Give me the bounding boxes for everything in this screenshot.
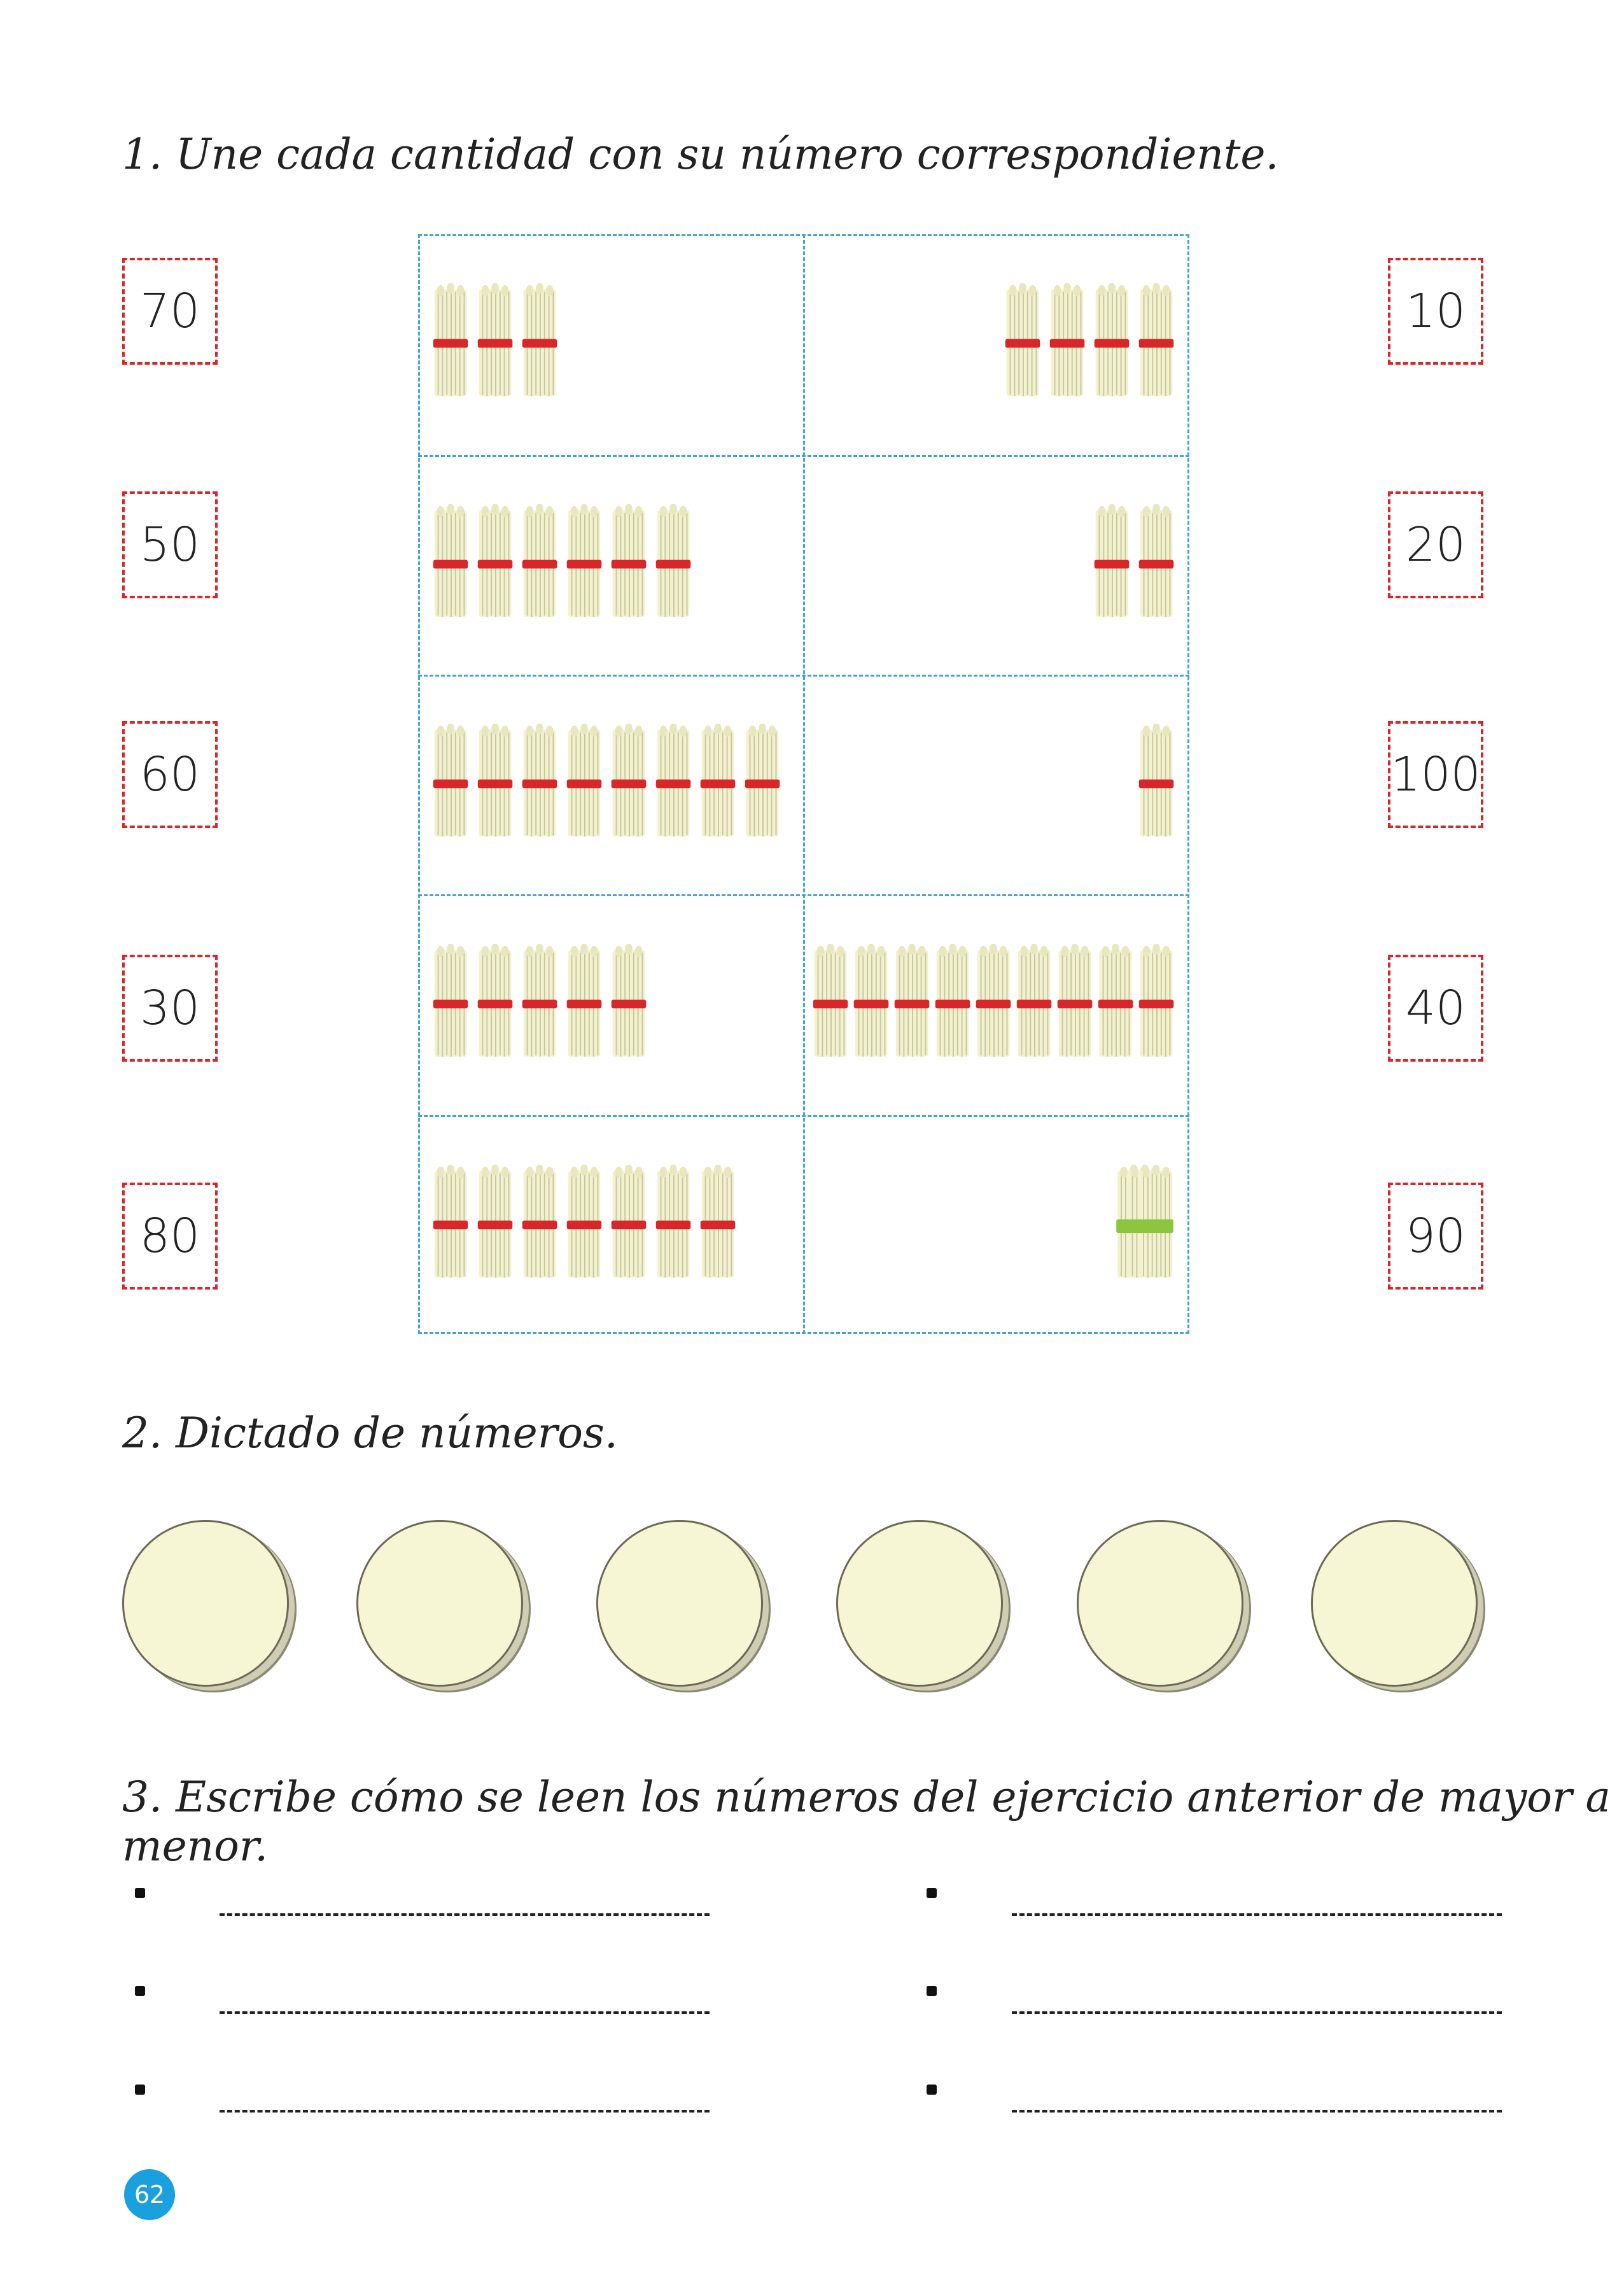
ten-sticks-bundle <box>566 724 602 841</box>
ten-sticks-bundle <box>522 724 557 841</box>
ten-sticks-bundle <box>1049 283 1085 401</box>
answer-line-3[interactable] <box>220 2011 710 2014</box>
ten-sticks-bundle <box>611 1165 647 1283</box>
ten-sticks-bundle <box>1138 944 1174 1062</box>
bullet-icon <box>135 1888 145 1898</box>
ten-sticks-bundle <box>477 724 513 841</box>
number-box-right-4[interactable]: 40 <box>1388 955 1483 1062</box>
number-box-right-3[interactable]: 100 <box>1388 721 1483 828</box>
ten-sticks-bundle <box>1094 283 1130 401</box>
number-box-right-5[interactable]: 90 <box>1388 1183 1483 1290</box>
number-box-left-4[interactable]: 30 <box>122 955 218 1062</box>
number-box-left-3[interactable]: 60 <box>122 721 218 828</box>
ten-sticks-bundle <box>611 504 647 622</box>
dictation-circle-5[interactable] <box>1077 1520 1243 1687</box>
ten-sticks-bundle <box>1057 944 1093 1062</box>
ten-sticks-bundle <box>935 944 970 1062</box>
ten-sticks-bundle <box>700 724 736 841</box>
ten-sticks-bundle <box>433 1165 468 1283</box>
number-box-right-2[interactable]: 20 <box>1388 491 1483 598</box>
ten-sticks-bundle <box>611 944 647 1062</box>
ten-sticks-bundle <box>566 944 602 1062</box>
ten-sticks-bundle <box>1016 944 1052 1062</box>
ten-sticks-bundle <box>976 944 1011 1062</box>
ten-sticks-bundle <box>433 504 468 622</box>
answer-line-5[interactable] <box>220 2110 710 2113</box>
ten-sticks-bundle <box>853 944 889 1062</box>
ten-sticks-bundle <box>1138 283 1174 401</box>
ten-sticks-bundle <box>700 1165 736 1283</box>
ten-sticks-bundle <box>522 1165 557 1283</box>
ten-sticks-bundle <box>1098 944 1133 1062</box>
ten-sticks-bundle <box>655 1165 691 1283</box>
ten-sticks-bundle <box>522 504 557 622</box>
ten-sticks-bundle <box>655 504 691 622</box>
hundred-sticks-bundle <box>1116 1165 1174 1283</box>
dictation-circle-6[interactable] <box>1311 1520 1478 1687</box>
bullet-icon <box>135 2085 145 2095</box>
exercise-1-title: 1. Une cada cantidad con su número correspondiente. <box>122 130 1279 179</box>
ten-sticks-bundle <box>477 1165 513 1283</box>
bullet-icon <box>135 1986 145 1996</box>
page-number-badge: 62 <box>124 2169 175 2220</box>
grid-row-divider <box>418 894 1189 896</box>
bullet-icon <box>927 1986 937 1996</box>
ten-sticks-bundle <box>522 944 557 1062</box>
answer-line-1[interactable] <box>220 1913 710 1916</box>
ten-sticks-bundle <box>566 504 602 622</box>
ten-sticks-bundle <box>477 283 513 401</box>
ten-sticks-bundle <box>813 944 848 1062</box>
ten-sticks-bundle <box>745 724 780 841</box>
grid-row-divider <box>418 1115 1189 1117</box>
dictation-circle-2[interactable] <box>356 1520 523 1687</box>
dictation-circle-1[interactable] <box>122 1520 289 1687</box>
ten-sticks-bundle <box>477 504 513 622</box>
ten-sticks-bundle <box>1138 504 1174 622</box>
dictation-circle-4[interactable] <box>836 1520 1003 1687</box>
number-box-left-2[interactable]: 50 <box>122 491 218 598</box>
grid-row-divider <box>418 675 1189 677</box>
exercise-2-title: 2. Dictado de números. <box>122 1409 618 1458</box>
number-box-left-5[interactable]: 80 <box>122 1183 218 1290</box>
ten-sticks-bundle <box>1138 724 1174 841</box>
answer-line-2[interactable] <box>1012 1913 1502 1916</box>
ten-sticks-bundle <box>1094 504 1130 622</box>
answer-line-6[interactable] <box>1012 2110 1502 2113</box>
ten-sticks-bundle <box>566 1165 602 1283</box>
dictation-circle-3[interactable] <box>596 1520 763 1687</box>
ten-sticks-bundle <box>1005 283 1040 401</box>
ten-sticks-bundle <box>433 944 468 1062</box>
ten-sticks-bundle <box>611 724 647 841</box>
grid-column-divider <box>803 234 805 1334</box>
exercise-3-title: 3. Escribe cómo se leen los números del ejercicio anterior de mayor a menor. <box>122 1773 1611 1871</box>
answer-line-4[interactable] <box>1012 2011 1502 2014</box>
ten-sticks-bundle <box>433 724 468 841</box>
bullet-icon <box>927 1888 937 1898</box>
ten-sticks-bundle <box>477 944 513 1062</box>
ten-sticks-bundle <box>894 944 930 1062</box>
bullet-icon <box>927 2085 937 2095</box>
ten-sticks-bundle <box>433 283 468 401</box>
grid-row-divider <box>418 455 1189 457</box>
ten-sticks-bundle <box>655 724 691 841</box>
ten-sticks-bundle <box>522 283 557 401</box>
number-box-left-1[interactable]: 70 <box>122 258 218 365</box>
number-box-right-1[interactable]: 10 <box>1388 258 1483 365</box>
